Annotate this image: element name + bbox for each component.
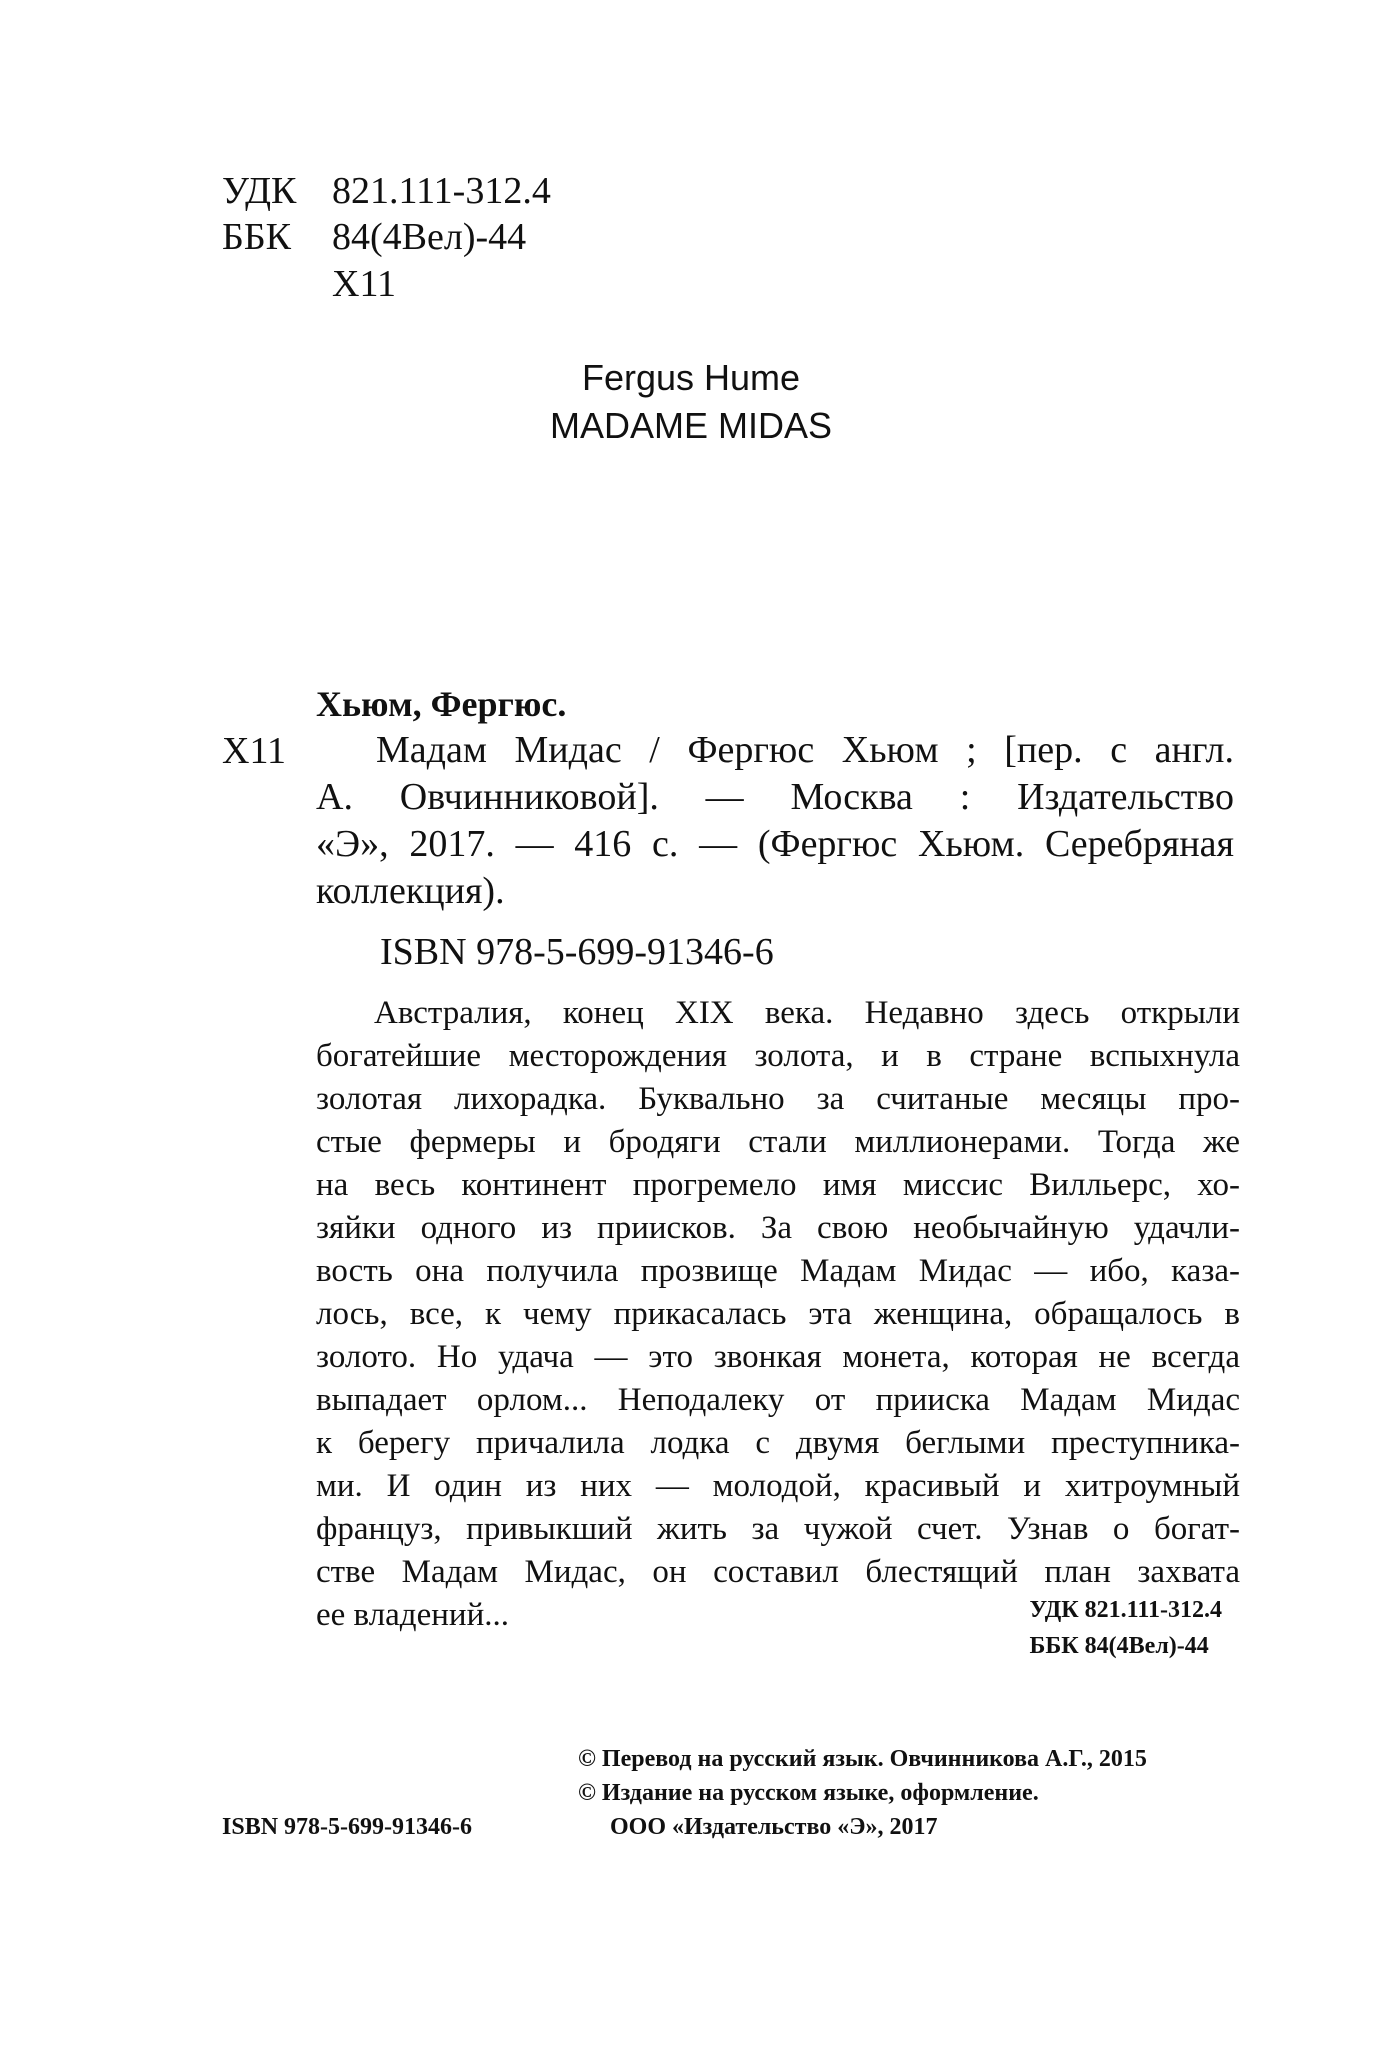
annotation-line: вость она получила прозвище Мадам Мидас — ибо, каза- [316,1253,1240,1289]
original-author: Fergus Hume [581,357,801,398]
author-mark-top: Х11 [332,263,397,305]
annotation-line: зяйки одного из приисков. За свою необычайную удачли- [316,1210,1240,1246]
bbk-row [222,214,526,260]
annotation-line: ее владений... [316,1597,509,1633]
udk-value: 821.111-312.4 [332,170,551,212]
bibliography-line: коллекция). [316,870,505,912]
original-title: MADAME MIDAS [549,405,833,446]
annotation-paragraph [316,992,1240,1637]
annotation-line: богатейшие месторождения золота, и в стране вспыхнула [316,1038,1240,1074]
bibliography-line: А. Овчинниковой]. — Москва : Издательство [316,776,1234,818]
bbk-label: ББК [222,216,291,258]
annotation-line: золотая лихорадка. Буквально за считаные месяцы про- [316,1081,1240,1117]
bibliography-line: Мадам Мидас / Фергюс Хьюм ; [пер. с англ. [376,729,1234,771]
annotation-line: на весь континент прогремело имя миссис Вилльерс, хо- [316,1167,1240,1203]
annotation-line: стые фермеры и бродяги стали миллионерами. Тогда же [316,1124,1240,1160]
copyright-translation: © Перевод на русский язык. Овчинникова А.Г., 2015 [578,1746,1147,1772]
udk-repeat: УДК 821.111-312.4 [1029,1597,1222,1623]
bibliography-line: «Э», 2017. — 416 с. — (Фергюс Хьюм. Серебряная [316,823,1234,865]
udk-row [222,168,551,214]
bbk-value: 84(4Вел)-44 [332,216,527,258]
annotation-line: Австралия, конец XIX века. Недавно здесь открыли [374,995,1240,1031]
annotation-line: золото. Но удача — это звонкая монета, которая не всегда [316,1339,1240,1375]
annotation-line: стве Мадам Мидас, он составил блестящий план захвата [316,1554,1240,1590]
copyright-publisher: ООО «Издательство «Э», 2017 [610,1814,938,1840]
bibliography-author-heading: Хьюм, Фергюс. [316,684,567,724]
annotation-line: француз, привыкший жить за чужой счет. Узнав о богат- [316,1511,1240,1547]
codes-repeat [1030,1592,1222,1664]
annotation-line: лось, все, к чему прикасалась эта женщина, обращалось в [316,1296,1240,1332]
annotation-line: выпадает орлом... Неподалеку от прииска Мадам Мидас [316,1382,1240,1418]
bbk-repeat: ББК 84(4Вел)-44 [1029,1633,1209,1659]
isbn-main: ISBN 978-5-699-91346-6 [380,931,774,973]
udk-label: УДК [222,170,297,212]
bibliography-author-mark: Х11 [222,730,287,772]
bibliography-description [316,727,1234,915]
annotation-line: ми. И один из них — молодой, красивый и хитроумный [316,1468,1240,1504]
isbn-copyright: ISBN 978-5-699-91346-6 [222,1814,472,1840]
copyright-edition: © Издание на русском языке, оформление. [578,1780,1039,1806]
annotation-line: к берегу причалила лодка с двумя беглыми преступника- [316,1425,1240,1461]
